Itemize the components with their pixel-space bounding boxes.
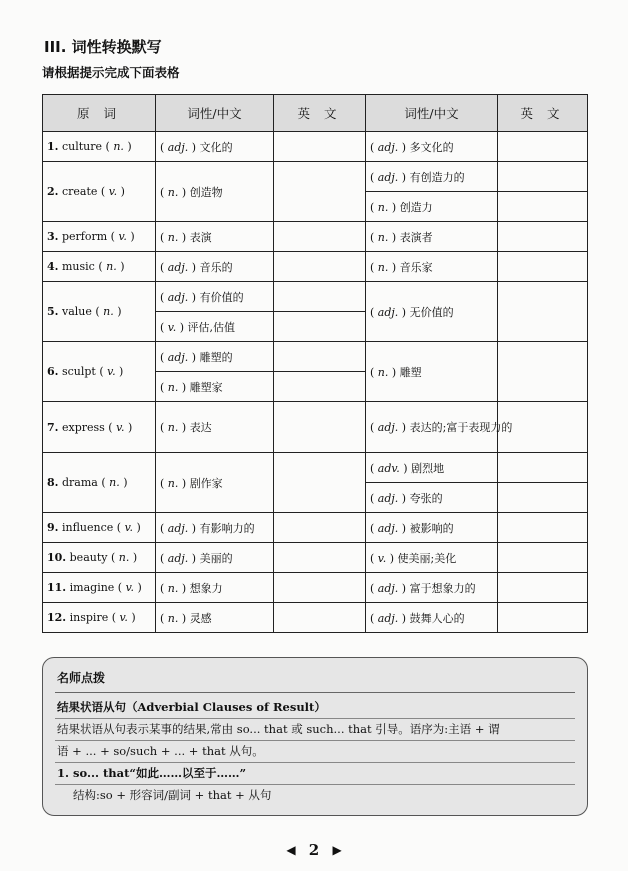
pos-tag: n. (377, 200, 389, 214)
page-number: 2 (308, 841, 320, 859)
english-answer-blank[interactable] (274, 282, 366, 312)
chinese-meaning: 富于想象力的 (409, 581, 476, 595)
original-word-cell: 3. perform ( v. ) (43, 222, 156, 252)
teacher-tips-box (42, 657, 588, 816)
original-word-cell: 2. create ( v. ) (43, 162, 156, 222)
original-word: create (61, 185, 98, 198)
pos-tag: v. (167, 320, 177, 334)
pos-tag: n. (377, 365, 389, 379)
tips-line: 结构:so + 形容词/副词 + that + 从句 (73, 788, 272, 802)
chinese-meaning: 剧烈地 (411, 461, 445, 475)
original-word: value (61, 305, 92, 318)
english-answer-blank[interactable] (274, 402, 366, 453)
header-original-word: 原 词 (43, 95, 156, 132)
original-word-cell: 10. beauty ( n. ) (43, 543, 156, 573)
item-number: 11. (47, 581, 67, 594)
table-row (43, 513, 588, 543)
chinese-meaning: 夸张的 (409, 491, 443, 505)
table-row (43, 543, 588, 573)
word-pos: n. (118, 551, 130, 564)
item-number: 2. (47, 185, 59, 198)
pos-tag: adj. (377, 305, 399, 319)
word-conversion-table (42, 94, 588, 633)
table-row (43, 282, 588, 312)
item-number: 7. (47, 420, 59, 434)
original-word-cell: 1. culture ( n. ) (43, 132, 156, 162)
chinese-meaning: 有创造力的 (409, 170, 465, 184)
item-number: 12. (47, 611, 67, 624)
pos-tag: n. (167, 421, 179, 434)
pos-chinese-cell: ( n. ) 表达 (156, 402, 274, 453)
word-pos: n. (113, 140, 124, 153)
english-answer-blank[interactable] (274, 132, 366, 162)
pos-chinese-cell: ( n. ) 表演 (156, 222, 274, 252)
pos-chinese-cell: ( adj. ) 文化的 (156, 132, 274, 162)
english-answer-blank[interactable] (274, 312, 366, 342)
item-number: 5. (47, 305, 59, 318)
pos-tag: adj. (167, 140, 189, 154)
original-word: music (61, 260, 95, 273)
table-row (43, 453, 588, 483)
pos-tag: adj. (377, 491, 399, 505)
pos-tag: adj. (167, 350, 189, 364)
pos-chinese-cell: ( v. ) 使美丽;美化 (366, 543, 498, 573)
word-pos: v. (124, 521, 133, 534)
chinese-meaning: 灵感 (189, 611, 212, 625)
pos-tag: adj. (377, 140, 399, 154)
item-number: 8. (47, 476, 59, 489)
chinese-meaning: 雕塑 (399, 365, 422, 379)
english-answer-blank[interactable] (498, 192, 588, 222)
pos-tag: adj. (377, 420, 399, 434)
chinese-meaning: 使美丽;美化 (397, 551, 457, 565)
chinese-meaning: 音乐的 (199, 260, 233, 274)
english-answer-blank[interactable] (498, 222, 588, 252)
chinese-meaning: 鼓舞人心的 (409, 611, 465, 625)
original-word: sculpt (61, 365, 96, 378)
pos-tag: adj. (377, 581, 399, 595)
original-word-cell: 6. sculpt ( v. ) (43, 342, 156, 402)
original-word: imagine (69, 581, 115, 594)
pos-chinese-cell: ( adj. ) 有价值的 (156, 282, 274, 312)
word-pos: v. (108, 185, 118, 198)
pos-tag: n. (167, 380, 179, 394)
original-word-cell: 11. imagine ( v. ) (43, 573, 156, 603)
pos-chinese-cell: ( adv. ) 剧烈地 (366, 453, 498, 483)
english-answer-blank[interactable] (498, 573, 588, 603)
section-subtitle: 请根据提示完成下面表格 (42, 65, 180, 80)
table-row (43, 222, 588, 252)
chinese-meaning: 剧作家 (189, 476, 223, 490)
pos-tag: n. (167, 476, 179, 490)
tips-line: 1. so... that“如此……以至于……” (55, 763, 575, 785)
english-answer-blank[interactable] (498, 282, 588, 342)
english-answer-blank[interactable] (274, 543, 366, 573)
original-word: perform (61, 230, 108, 243)
pos-chinese-cell: ( adj. ) 夸张的 (366, 483, 498, 513)
pos-chinese-cell: ( n. ) 创造物 (156, 162, 274, 222)
item-number: 3. (47, 230, 59, 243)
chinese-meaning: 创造力 (399, 200, 433, 214)
english-answer-blank[interactable] (498, 342, 588, 402)
pos-chinese-cell: ( v. ) 评估,估值 (156, 312, 274, 342)
pos-tag: n. (167, 611, 179, 625)
table-row (43, 573, 588, 603)
english-answer-blank[interactable] (498, 483, 588, 513)
pos-tag: n. (167, 581, 179, 595)
original-word-cell: 7. express ( v. ) (43, 402, 156, 453)
chinese-meaning: 无价值的 (409, 305, 454, 319)
pos-chinese-cell: ( n. ) 剧作家 (156, 453, 274, 513)
word-pos: n. (106, 260, 117, 273)
original-word-cell: 5. value ( n. ) (43, 282, 156, 342)
pos-chinese-cell: ( adj. ) 雕塑的 (156, 342, 274, 372)
english-answer-blank[interactable] (274, 222, 366, 252)
header-pos-chinese-2: 词性/中文 (366, 95, 498, 132)
item-number: 9. (47, 521, 59, 534)
pos-chinese-cell: ( adj. ) 美丽的 (156, 543, 274, 573)
chinese-meaning: 音乐家 (399, 260, 433, 274)
english-answer-blank[interactable] (498, 603, 588, 633)
chinese-meaning: 表演者 (399, 230, 433, 244)
item-number: 10. (47, 551, 67, 564)
pos-chinese-cell: ( n. ) 音乐家 (366, 252, 498, 282)
chinese-meaning: 雕塑的 (199, 350, 233, 364)
table-row (43, 132, 588, 162)
chinese-meaning: 想象力 (189, 581, 223, 595)
chinese-meaning: 美丽的 (199, 551, 233, 565)
english-answer-blank[interactable] (274, 252, 366, 282)
chinese-meaning: 表达 (189, 421, 212, 434)
original-word-cell: 8. drama ( n. ) (43, 453, 156, 513)
english-answer-blank[interactable] (498, 543, 588, 573)
english-answer-blank[interactable] (498, 132, 588, 162)
english-answer-blank[interactable] (274, 453, 366, 513)
table-row (43, 603, 588, 633)
pos-tag: adv. (377, 461, 400, 475)
english-answer-blank[interactable] (498, 252, 588, 282)
chinese-meaning: 有价值的 (199, 290, 244, 304)
pos-tag: n. (377, 260, 389, 274)
pos-chinese-cell: ( adj. ) 无价值的 (366, 282, 498, 342)
english-answer-blank[interactable] (274, 372, 366, 402)
english-answer-blank[interactable] (274, 162, 366, 222)
chinese-meaning: 表达的;富于表现力的 (409, 420, 513, 434)
pos-chinese-cell: ( n. ) 雕塑家 (156, 372, 274, 402)
pos-chinese-cell: ( adj. ) 富于想象力的 (366, 573, 498, 603)
original-word: culture (61, 140, 103, 153)
table-row (43, 342, 588, 372)
word-pos: v. (119, 611, 128, 624)
triangle-right-icon[interactable]: ▶ (332, 843, 342, 857)
chinese-meaning: 有影响力的 (199, 521, 255, 535)
table-row (43, 402, 588, 453)
pos-tag: adj. (167, 521, 189, 535)
original-word: inspire (69, 611, 109, 624)
original-word: beauty (69, 551, 108, 564)
pos-tag: n. (377, 230, 389, 244)
pos-chinese-cell: ( adj. ) 鼓舞人心的 (366, 603, 498, 633)
word-pos: n. (109, 476, 120, 489)
pos-chinese-cell: ( n. ) 表演者 (366, 222, 498, 252)
pos-tag: adj. (377, 521, 399, 535)
english-answer-blank[interactable] (498, 162, 588, 192)
chinese-meaning: 雕塑家 (189, 380, 223, 394)
word-pos: v. (116, 420, 125, 434)
pos-tag: n. (167, 230, 179, 244)
pos-chinese-cell: ( n. ) 创造力 (366, 192, 498, 222)
pos-chinese-cell: ( n. ) 灵感 (156, 603, 274, 633)
table-row (43, 162, 588, 192)
item-number: 1. (47, 140, 59, 153)
tips-line: 结果状语从句表示某事的结果,常由 so... that 或 such... that 引导。语序为:主语 + 谓 (55, 719, 575, 741)
table-header-row (43, 95, 588, 132)
original-word: drama (61, 476, 98, 489)
english-answer-blank[interactable] (498, 453, 588, 483)
pos-tag: adj. (167, 260, 189, 274)
chinese-meaning: 多文化的 (409, 140, 454, 154)
pos-chinese-cell: ( adj. ) 被影响的 (366, 513, 498, 543)
original-word-cell: 4. music ( n. ) (43, 252, 156, 282)
triangle-left-icon[interactable]: ◀ (286, 843, 296, 857)
item-number: 6. (47, 365, 59, 378)
word-pos: v. (107, 365, 116, 378)
chinese-meaning: 文化的 (199, 140, 233, 154)
chinese-meaning: 创造物 (189, 185, 223, 199)
header-pos-chinese: 词性/中文 (156, 95, 274, 132)
pos-chinese-cell: ( adj. ) 表达的;富于表现力的 (366, 402, 498, 453)
pos-chinese-cell: ( adj. ) 多文化的 (366, 132, 498, 162)
chinese-meaning: 评估,估值 (187, 320, 235, 334)
english-answer-blank[interactable] (498, 513, 588, 543)
chinese-meaning: 被影响的 (409, 521, 454, 535)
tips-line: 结果状语从句（Adverbial Clauses of Result） (55, 697, 575, 719)
english-answer-blank[interactable] (274, 603, 366, 633)
pos-chinese-cell: ( adj. ) 有影响力的 (156, 513, 274, 543)
item-number: 4. (47, 260, 59, 273)
pos-chinese-cell: ( n. ) 雕塑 (366, 342, 498, 402)
tips-line: 语 + ... + so/such + ... + that 从句。 (55, 741, 575, 763)
pos-tag: adj. (377, 611, 399, 625)
header-english-2: 英 文 (498, 95, 588, 132)
pos-chinese-cell: ( adj. ) 有创造力的 (366, 162, 498, 192)
word-pos: v. (118, 230, 127, 243)
section-title: III. 词性转换默写 (44, 38, 162, 56)
pos-tag: adj. (377, 170, 399, 184)
original-word-cell: 9. influence ( v. ) (43, 513, 156, 543)
original-word-cell: 12. inspire ( v. ) (43, 603, 156, 633)
pos-tag: v. (377, 551, 387, 565)
chinese-meaning: 表演 (189, 230, 212, 244)
english-answer-blank[interactable] (274, 513, 366, 543)
original-word: express (61, 420, 105, 434)
pos-chinese-cell: ( n. ) 想象力 (156, 573, 274, 603)
pos-tag: adj. (167, 290, 189, 304)
pos-chinese-cell: ( adj. ) 音乐的 (156, 252, 274, 282)
table-row (43, 252, 588, 282)
word-pos: n. (103, 305, 114, 318)
page-footer (0, 840, 628, 859)
english-answer-blank[interactable] (274, 342, 366, 372)
pos-tag: n. (167, 185, 179, 199)
english-answer-blank[interactable] (274, 573, 366, 603)
pos-tag: adj. (167, 551, 189, 565)
tips-heading: 名师点拨 (55, 664, 575, 693)
original-word: influence (61, 521, 114, 534)
word-pos: v. (125, 581, 135, 594)
header-english: 英 文 (274, 95, 366, 132)
